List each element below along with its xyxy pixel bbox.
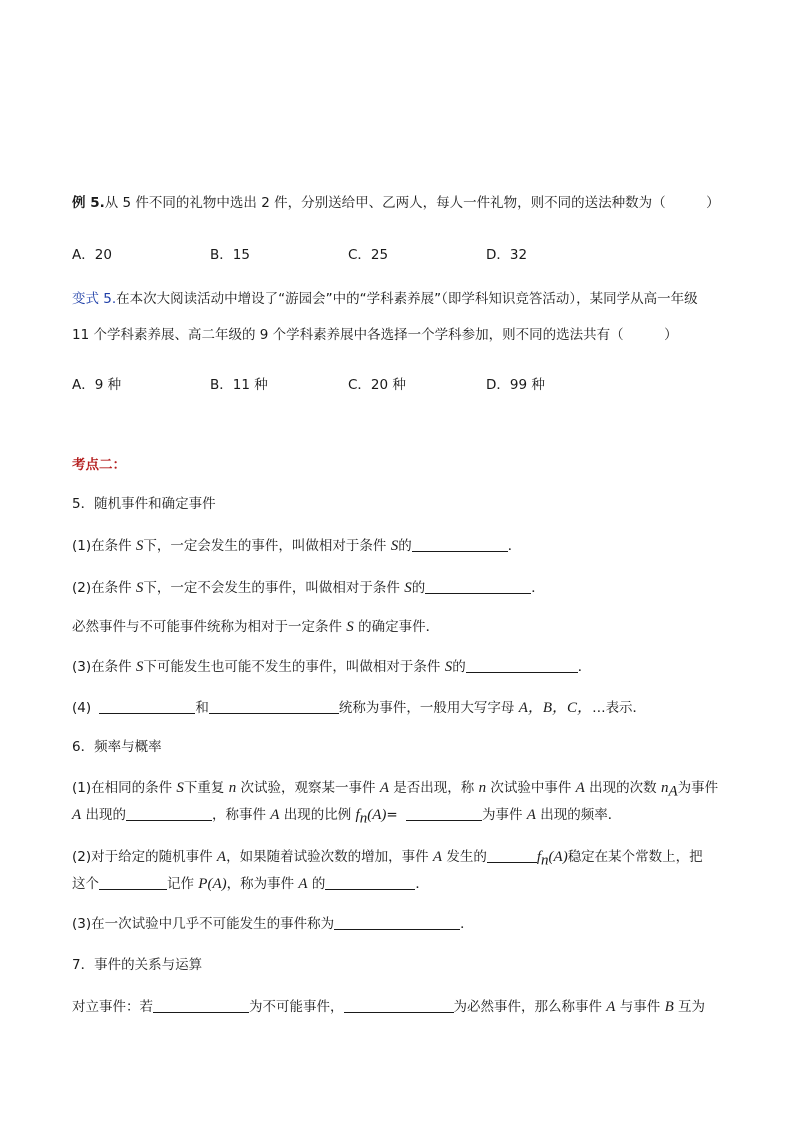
- s5-i1-text: 的: [398, 538, 412, 554]
- var-n-a-sub: A: [668, 783, 678, 800]
- s6-heading: 6．频率与概率: [72, 739, 162, 755]
- s7-heading: 7．事件的关系与运算: [72, 957, 203, 973]
- variant5-option-c: C．20 种: [348, 377, 406, 393]
- s5-i2-text: 下，一定不会发生的事件，叫做相对于条件: [143, 580, 405, 596]
- s5-i2-text: ．: [531, 580, 545, 596]
- s6-text: (2)对于给定的随机事件: [72, 849, 217, 865]
- var-b: B: [664, 999, 674, 1015]
- var-s: S: [390, 538, 399, 554]
- var-f-sub: n: [541, 852, 549, 869]
- s6-item3: [72, 914, 474, 934]
- s6-text: 为事件: [677, 780, 719, 796]
- example5-stem: [72, 193, 720, 213]
- s6-text: (1)在相同的条件: [72, 780, 177, 796]
- s6-text: 出现的比例: [279, 807, 356, 823]
- variant5-text-1: 在本次大阅读活动中增设了“游园会”中的“学科素养展”（即学科知识竞答活动），某同学从高一年级: [116, 291, 698, 307]
- var-a: (A): [207, 876, 227, 892]
- fill-blank[interactable]: [99, 699, 195, 714]
- variant5-option-b: B．11 种: [210, 377, 268, 393]
- fill-blank[interactable]: [99, 875, 167, 890]
- variant5-options: [72, 375, 624, 395]
- s5-i3-text: 的: [452, 659, 466, 675]
- example5-option-b: B．15: [210, 247, 250, 263]
- var-a: A: [575, 780, 585, 796]
- var-f-sub: n: [359, 810, 368, 827]
- var-a: (A): [548, 849, 568, 865]
- s6-text: ，称为事件: [226, 876, 299, 892]
- s6-text: ．: [460, 916, 474, 932]
- fill-blank[interactable]: [487, 848, 537, 863]
- fill-blank[interactable]: [425, 579, 531, 594]
- s5-i4-text: …表示．: [592, 700, 647, 716]
- var-s: S: [404, 580, 412, 596]
- fill-blank[interactable]: [325, 875, 415, 890]
- var-s: S: [346, 619, 354, 635]
- s5-i2-text: 的: [411, 580, 426, 596]
- variant5-label: 变式 5.: [72, 291, 117, 307]
- var-f: f: [536, 849, 542, 865]
- s7-text: 与事件: [615, 999, 665, 1015]
- fill-blank[interactable]: [406, 806, 482, 821]
- var-a: (A): [367, 807, 387, 823]
- fill-blank[interactable]: [466, 658, 578, 673]
- s5-i1-text: (1)在条件: [72, 538, 136, 554]
- s6-text: 出现的: [81, 807, 126, 823]
- s5-item1: [72, 536, 521, 556]
- s6-text: =: [386, 807, 402, 823]
- section-title: 考点二：: [72, 457, 126, 473]
- s5-note: [72, 617, 439, 637]
- s6-text: 次试验中事件: [486, 780, 576, 796]
- example5-option-c: C．25: [348, 247, 389, 263]
- var-f: f: [355, 807, 360, 823]
- s6-text: 下重复: [183, 780, 229, 796]
- s6-text: 出现的频率．: [535, 807, 622, 823]
- var-s: S: [135, 580, 144, 596]
- example5-label: 例 5.: [72, 195, 105, 211]
- s5-i4-text: (4): [72, 700, 96, 716]
- s5-i2-text: (2)在条件: [72, 580, 136, 596]
- variant5-option-d: D．99 种: [486, 377, 545, 393]
- var-abc: A，B，C，: [518, 700, 593, 716]
- s5-i3-text: 下可能发生也可能不发生的事件，叫做相对于条件: [143, 659, 445, 675]
- var-s: S: [135, 538, 144, 554]
- var-p: P: [198, 876, 208, 892]
- fill-blank[interactable]: [334, 915, 460, 930]
- s5-item2: [72, 578, 545, 598]
- var-s: S: [444, 659, 453, 675]
- var-n: n: [478, 780, 487, 796]
- s5-item4: [72, 698, 646, 718]
- s5-note-text: 必然事件与不可能事件统称为相对于一定条件: [72, 619, 347, 635]
- var-s: S: [176, 780, 184, 796]
- s6-item1-line2: [72, 805, 621, 829]
- s6-text: 发生的: [442, 849, 487, 865]
- s6-text: (3)在一次试验中几乎不可能发生的事件称为: [72, 916, 335, 932]
- var-a: A: [270, 807, 280, 823]
- fill-blank[interactable]: [412, 537, 508, 552]
- s6-item1-line1: [72, 778, 718, 802]
- example5-option-d: D．32: [486, 247, 528, 263]
- fill-blank[interactable]: [126, 806, 212, 821]
- example5-options: [72, 245, 624, 265]
- s5-i1-text: ．: [507, 538, 522, 554]
- s5-i1-text: 下，一定会发生的事件，叫做相对于条件: [143, 538, 391, 554]
- var-a: A: [72, 807, 82, 823]
- s6-text: 稳定在某个常数上，把: [567, 849, 703, 865]
- var-a: A: [216, 849, 227, 865]
- var-a: A: [526, 807, 536, 823]
- var-a: A: [298, 876, 308, 892]
- example5-option-a: A．20: [72, 247, 112, 263]
- s6-text: 是否出现，称: [388, 780, 479, 796]
- variant5-option-a: A．9 种: [72, 377, 122, 393]
- s6-text: 这个: [72, 876, 99, 892]
- s6-text: 为事件: [481, 807, 527, 823]
- s7-text: 为必然事件，那么称事件: [453, 999, 607, 1015]
- s6-item2-line1: [72, 847, 703, 871]
- fill-blank[interactable]: [153, 998, 249, 1013]
- s6-text: 的: [307, 876, 326, 892]
- s6-text: ，如果随着试验次数的增加，事件: [226, 849, 433, 865]
- s7-text: 对立事件：若: [72, 999, 153, 1015]
- variant5-stem-line1: [72, 289, 698, 309]
- fill-blank[interactable]: [209, 699, 339, 714]
- s7-text: 互为: [673, 999, 706, 1015]
- example5-text: 从 5 件不同的礼物中选出 2 件，分别送给甲、乙两人，每人一件礼物，则不同的送法种数为（ ）: [104, 195, 720, 211]
- s6-text: ．: [415, 876, 429, 892]
- s5-i4-text: 统称为事件，一般用大写字母: [338, 700, 519, 716]
- s7-text: 为不可能事件，: [249, 999, 344, 1015]
- var-n-a: n: [660, 780, 669, 796]
- s7-line1: [72, 997, 705, 1017]
- s5-note-text: 的确定事件．: [353, 619, 440, 635]
- s5-i3-text: ．: [577, 659, 592, 675]
- variant5-text-2: 11 个学科素养展、高二年级的 9 个学科素养展中各选择一个学科参加，则不同的选法共有（ ）: [72, 327, 678, 343]
- s6-item2-line2: [72, 874, 429, 894]
- s5-item3: [72, 657, 591, 677]
- var-s: S: [135, 659, 144, 675]
- var-n: n: [228, 780, 237, 796]
- var-a: A: [606, 999, 616, 1015]
- s5-i4-text: 和: [195, 700, 209, 716]
- s6-text: 次试验，观察某一事件: [236, 780, 380, 796]
- s6-text: 出现的次数: [584, 780, 661, 796]
- s6-text: 记作: [167, 876, 199, 892]
- s5-i3-text: (3)在条件: [72, 659, 136, 675]
- var-a: A: [379, 780, 389, 796]
- fill-blank[interactable]: [344, 998, 454, 1013]
- variant5-stem-line2: [72, 325, 678, 345]
- var-a: A: [432, 849, 443, 865]
- s5-heading: 5．随机事件和确定事件: [72, 496, 216, 512]
- s6-text: ，称事件: [211, 807, 271, 823]
